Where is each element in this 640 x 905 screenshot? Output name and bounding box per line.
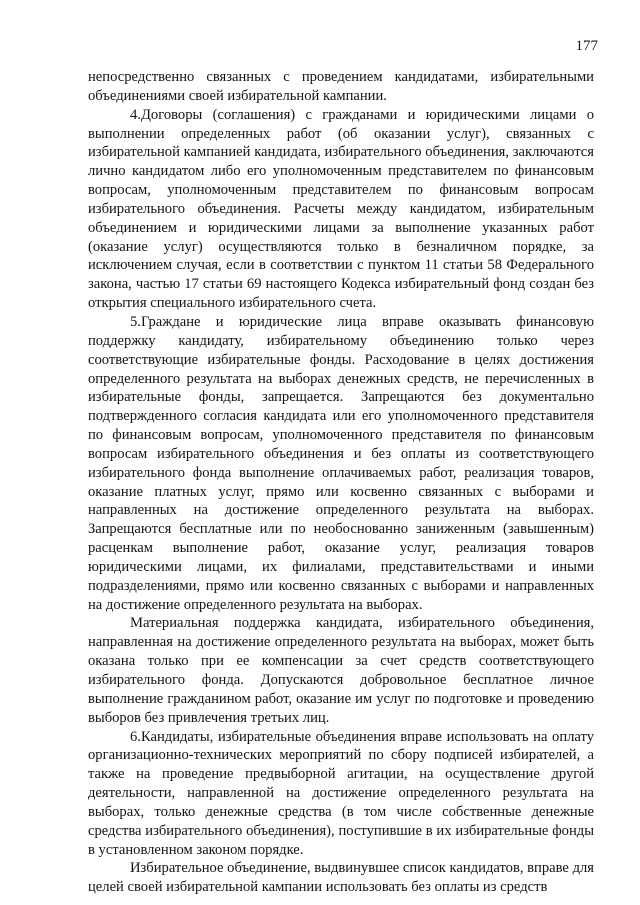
paragraph-party-list: Избирательное объединение, выдвинувшее список кандидатов, вправе для целей своей избирательной кампании использовать без оплаты из средств <box>88 860 594 896</box>
paragraph-material-support: Материальная поддержка кандидата, избирательного объединения, направленная на достижение определенного результата на выборах, может быть оказана только при ее компенсации за счет средств соответствующего избирательного фонда. Допускаются добровольное бесплатное личное выполнение гражданином работ, оказание им услуг по подготовке и проведению выборов без привлечения третьих лиц. <box>88 615 594 726</box>
paragraph-continuation: непосредственно связанных с проведением кандидатами, избирательными объединениями своей избирательной кампании. <box>88 69 594 104</box>
paragraph-item-6: 6.Кандидаты, избирательные объединения вправе использовать на оплату организационно-технических мероприятий по сбору подписей избирателей, а также на проведение предвыборной агитации, на осуществление другой деятельности, направленной на достижение определенного результата на выборах, только денежные средства (в том числе собственные денежные средства избирательного объединения), поступившие в их избирательные фонды в установленном законом порядке. <box>88 728 594 858</box>
page-number: 177 <box>575 38 598 54</box>
paragraph-item-5: 5.Граждане и юридические лица вправе оказывать финансовую поддержку кандидату, избирательному объединению только через соответствующие избирательные фонды. Расходование в целях достижения определенного результата на выборах денежных средств, не перечисленных в избирательные фонды, запрещается. Запрещаются без документально подтвержденного согласия кандидата или его уполномоченного представителя по финансовым вопросам, уполномоченного представителя по финансовым вопросам избирательного объединения и без оплаты из соответствующего избирательного фонда выполнение оплачиваемых работ, реализация товаров, оказание платных услуг, прямо или косвенно связанных с выборами и направленных на достижение определенного результата на выборах. Запрещаются бесплатные или по необоснованно заниженным (завышенным) расценкам выполнение работ, оказание услуг, реализация товаров юридическими лицами, их филиалами, представительствами и иными подразделениями, прямо или косвенно связанных с выборами и направленных на достижение определенного результата на выборах. <box>88 313 594 613</box>
document-body <box>88 68 594 897</box>
paragraph-item-4: 4.Договоры (соглашения) с гражданами и юридическими лицами о выполнении определенных работ (об оказании услуг), связанных с избирательной кампанией кандидата, избирательного объединения, заключаются лично кандидатом либо его уполномоченным представителем по финансовым вопросам, уполномоченным представителем по финансовым вопросам избирательного объединения. Расчеты между кандидатом, избирательным объединением и юридическими лицами за выполнение указанных работ (оказание услуг) осуществляются только в безналичном порядке, за исключением случая, если в соответствии с пунктом 11 статьи 58 Федерального закона, частью 17 статьи 69 настоящего Кодекса избирательный фонд создан без открытия специального избирательного счета. <box>88 106 594 312</box>
